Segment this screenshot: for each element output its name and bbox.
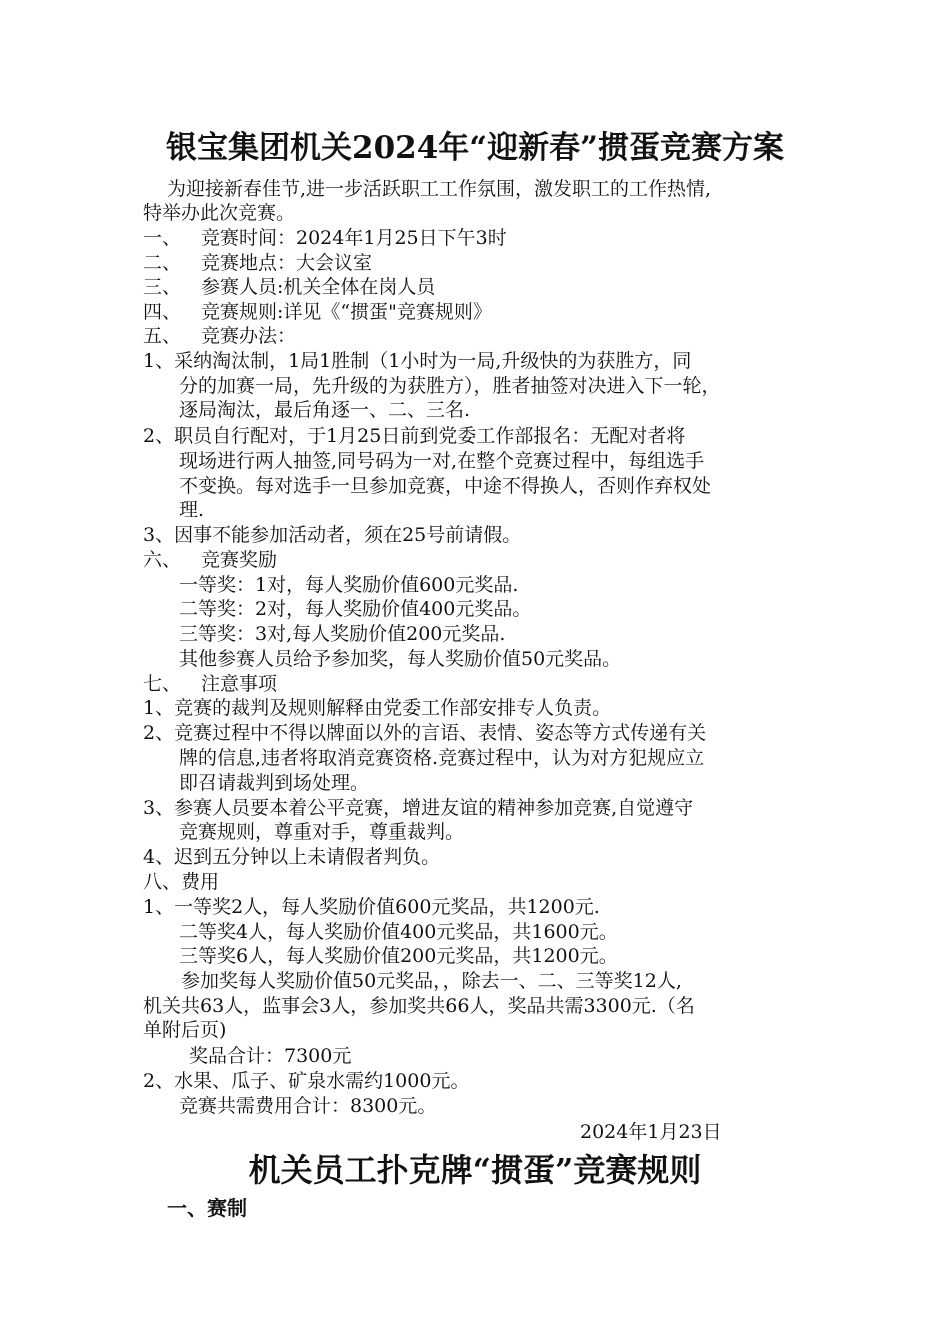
intro-line: 为迎接新春佳节,进一步活跃职工工作氛围，激发职工的工作热情, bbox=[167, 178, 712, 200]
document-title: 银宝集团机关2024年“迎新春”掼蛋竞赛方案 bbox=[166, 130, 784, 166]
section-4 bbox=[143, 300, 492, 324]
section-number: 一、 bbox=[143, 227, 182, 249]
fee-line: 机关共63人，监事会3人，参加奖共66人，奖品共需3300元.（名 bbox=[143, 995, 695, 1017]
section-2 bbox=[143, 251, 372, 275]
rules-title: 机关员工扑克牌“掼蛋”竞赛规则 bbox=[248, 1151, 702, 1189]
fee-line: 二等奖4人，每人奖励价值400元奖品，共1600元。 bbox=[179, 921, 618, 943]
fee-line: 三等奖6人，每人奖励价值200元奖品，共1200元。 bbox=[179, 945, 618, 967]
note-item: 1、竞赛的裁判及规则解释由党委工作部安排专人负责。 bbox=[143, 697, 612, 719]
fee-line: 单附后页) bbox=[143, 1019, 227, 1041]
section-text: 竞赛规则:详见《“掼蛋"竞赛规则》 bbox=[201, 301, 492, 323]
intro-line: 特举办此次竞赛。 bbox=[143, 202, 296, 224]
section-6 bbox=[143, 548, 277, 572]
rules-section-heading: 一、赛制 bbox=[167, 1196, 247, 1220]
fee-line: 2、水果、瓜子、矿泉水需约1000元。 bbox=[143, 1070, 470, 1092]
section-1 bbox=[143, 226, 507, 250]
section-8: 八、费用 bbox=[143, 871, 220, 893]
method-item-cont: 逐局淘汰，最后角逐一、二、三名. bbox=[179, 399, 471, 421]
fee-total: 奖品合计：7300元 bbox=[189, 1045, 352, 1067]
section-5 bbox=[143, 324, 296, 348]
section-7 bbox=[143, 672, 277, 696]
section-text: 竞赛办法： bbox=[201, 325, 297, 347]
section-3 bbox=[143, 275, 435, 299]
section-number: 三、 bbox=[143, 276, 182, 298]
prize-line: 其他参赛人员给予参加奖，每人奖励价值50元奖品。 bbox=[179, 648, 622, 670]
section-text: 竞赛地点：大会议室 bbox=[201, 252, 373, 274]
method-item-cont: 现场进行两人抽签,同号码为一对,在整个竞赛过程中，每组选手 bbox=[179, 450, 705, 472]
method-item: 2、职员自行配对，于1月25日前到党委工作部报名：无配对者将 bbox=[143, 425, 686, 447]
fee-line: 参加奖每人奖励价值50元奖品，，除去一、二、三等奖12人, bbox=[181, 970, 682, 992]
prize-line: 三等奖：3对,每人奖励价值200元奖品. bbox=[179, 623, 506, 645]
section-text: 竞赛时间：2024年1月25日下午3时 bbox=[201, 227, 507, 249]
method-item: 3、因事不能参加活动者，须在25号前请假。 bbox=[143, 524, 522, 546]
method-item: 1、采纳淘汰制，1局1胜制（1小时为一局,升级快的为获胜方，同 bbox=[143, 350, 692, 372]
section-text: 参赛人员:机关全体在岗人员 bbox=[201, 276, 436, 298]
method-item-cont: 分的加赛一局，先升级的为获胜方），胜者抽签对决进入下一轮， bbox=[179, 375, 721, 397]
note-item: 4、迟到五分钟以上未请假者判负。 bbox=[143, 846, 441, 868]
section-number: 五、 bbox=[143, 325, 182, 347]
fee-total: 竞赛共需费用合计：8300元。 bbox=[179, 1095, 437, 1117]
note-item-cont: 即召请裁判到场处理。 bbox=[179, 772, 370, 794]
prize-line: 二等奖：2对，每人奖励价值400元奖品。 bbox=[179, 598, 532, 620]
section-number: 七、 bbox=[143, 673, 182, 695]
method-item-cont: 理. bbox=[179, 499, 205, 521]
fee-line: 1、一等奖2人，每人奖励价值600元奖品，共1200元. bbox=[143, 896, 600, 918]
section-number: 四、 bbox=[143, 301, 182, 323]
note-item: 3、参赛人员要本着公平竞赛，增进友谊的精神参加竞赛,自觉遵守 bbox=[143, 797, 694, 819]
section-number: 六、 bbox=[143, 549, 182, 571]
section-number: 二、 bbox=[143, 252, 182, 274]
note-item-cont: 牌的信息,违者将取消竞赛资格.竞赛过程中，认为对方犯规应立 bbox=[179, 747, 705, 769]
section-text: 注意事项 bbox=[201, 673, 278, 695]
document-date: 2024年1月23日 bbox=[580, 1121, 722, 1143]
method-item-cont: 不变换。每对选手一旦参加竞赛，中途不得换人，否则作弃权处 bbox=[179, 475, 712, 497]
note-item-cont: 竞赛规则，尊重对手，尊重裁判。 bbox=[179, 821, 465, 843]
note-item: 2、竞赛过程中不得以牌面以外的言语、表情、姿态等方式传递有关 bbox=[143, 722, 707, 744]
section-text: 竞赛奖励 bbox=[201, 549, 278, 571]
prize-line: 一等奖：1对，每人奖励价值600元奖品. bbox=[179, 574, 519, 596]
